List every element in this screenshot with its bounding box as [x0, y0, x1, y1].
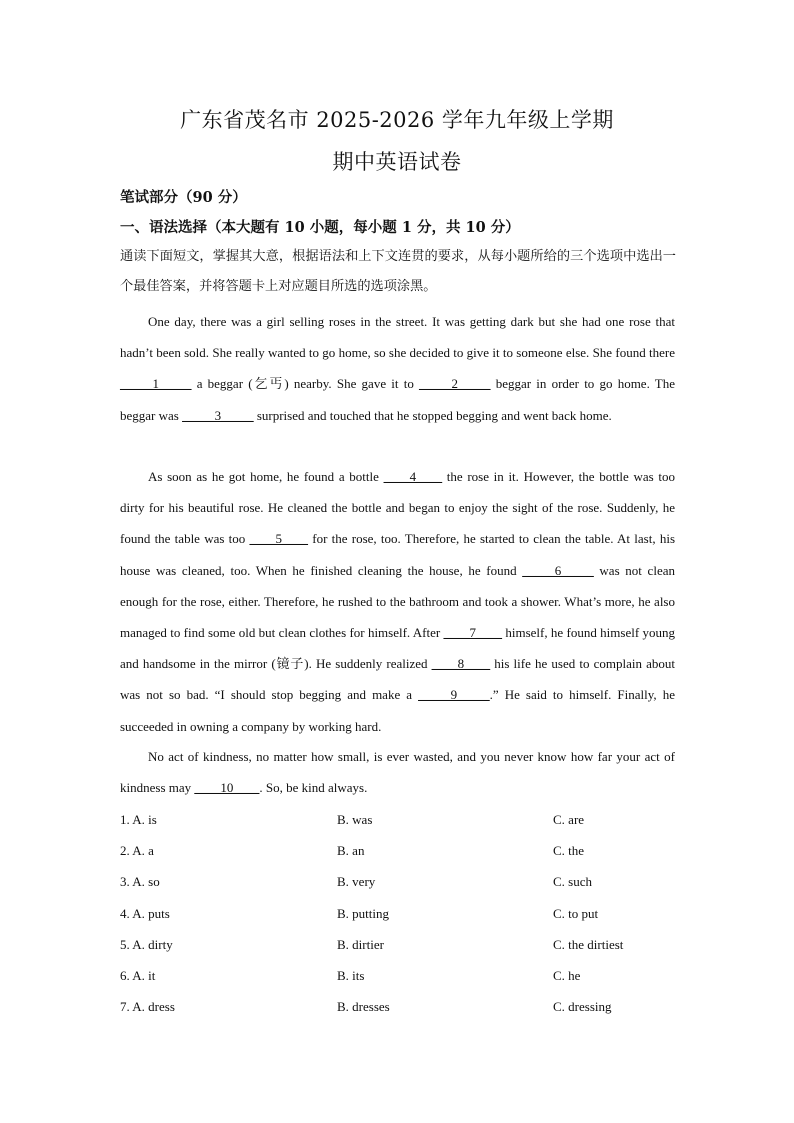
option-a: 1. A. is: [120, 812, 157, 827]
option-c: C. he: [553, 967, 581, 983]
option-b: B. very: [337, 874, 376, 890]
option-c: C. such: [553, 874, 592, 890]
option-row: [120, 960, 680, 991]
section-grammar: 一、语法选择（本大题有 10 小题，每小题 1 分，共 10 分）: [120, 219, 520, 236]
option-b: B. dresses: [337, 999, 390, 1015]
blank-5: ____5____: [249, 531, 308, 547]
page-title: 广东省茂名市 2025-2026 学年九年级上学期: [180, 108, 614, 132]
blank-10: ____10____: [194, 780, 260, 796]
option-row: [120, 835, 680, 866]
option-a: 3. A. so: [120, 874, 160, 890]
text-run: . So, be kind always.: [259, 780, 368, 796]
blank-2: _____2_____: [419, 376, 491, 392]
blank-3: _____3_____: [182, 407, 254, 423]
option-a: 4. A. puts: [120, 905, 170, 921]
option-b: B. dirtier: [337, 936, 384, 952]
blank-9: _____9_____: [418, 687, 490, 703]
blank-1: _____1_____: [120, 376, 192, 392]
option-b: B. putting: [337, 905, 390, 921]
option-row: [120, 866, 680, 897]
passage-paragraph-3: [120, 741, 675, 803]
option-row: [120, 804, 680, 835]
text-run: beggar in order to go home. The beggar was: [120, 376, 675, 423]
text-run: himself, he found himself young and handsome in the mirror (镜子). He suddenly realized: [120, 625, 675, 672]
text-run: the rose in it. However, the bottle was too dirty for his beautiful rose. He cleaned the bottle and began to enjoy the sight of the rose. Suddenly, he found the table was too: [120, 469, 675, 547]
option-b: B. was: [337, 812, 373, 827]
option-a: 7. A. dress: [120, 999, 175, 1015]
text-run: As soon as he got home, he found a bottle: [148, 469, 384, 484]
option-c: C. the dirtiest: [553, 936, 624, 952]
blank-7: ____7____: [443, 625, 503, 641]
blank-6: _____6_____: [522, 562, 594, 578]
text-run: No act of kindness, no matter how small, is ever wasted, and you never know how far your act of kindness may: [120, 749, 675, 796]
option-row: [120, 991, 680, 1022]
text-run: .” He said to himself. Finally, he succeeded in owning a company by working hard.: [120, 687, 675, 734]
blank-4: ____4____: [383, 469, 443, 484]
text-run: was not clean enough for the rose, either. Therefore, he rushed to the bathroom and took a shower. What’s more, he also managed to find some old but clean clothes for himself. After: [120, 562, 675, 641]
passage-paragraph-1: [120, 306, 675, 431]
text-run: One day, there was a girl selling roses in the street. It was getting dark but she had one rose that hadn’t been sold. She really wanted to go home, so she decided to give it to someone else. She found there: [120, 314, 675, 361]
option-b: B. its: [337, 967, 365, 983]
option-row: [120, 898, 680, 929]
page-subtitle: 期中英语试卷: [332, 150, 462, 174]
text-run: his life he used to complain about was not so bad. “I should stop begging and make a: [120, 656, 675, 703]
option-c: C. the: [553, 843, 585, 859]
text-run: for the rose, too. Therefore, he started to clean the table. At last, his house was cleaned, too. When he finished cleaning the house, he found: [120, 531, 675, 578]
text-run: a beggar (乞丐) nearby. She gave it to: [191, 376, 420, 392]
option-b: B. an: [337, 843, 365, 859]
section-written: 笔试部分（90 分）: [120, 189, 247, 206]
text-run: surprised and touched that he stopped begging and went back home.: [253, 407, 612, 423]
option-c: C. dressing: [553, 999, 612, 1015]
option-row: [120, 929, 680, 960]
passage-paragraph-2: [120, 461, 675, 742]
option-a: 6. A. it: [120, 967, 156, 983]
option-c: C. are: [553, 812, 585, 827]
options-list: [120, 804, 680, 1022]
blank-8: ____8____: [431, 656, 491, 672]
option-a: 2. A. a: [120, 843, 154, 859]
option-c: C. to put: [553, 905, 599, 921]
instructions: 通读下面短文，掌握其大意，根据语法和上下文连贯的要求，从每小题所给的三个选项中选出一个最佳答案，并将答题卡上对应题目所选的选项涂黑。: [120, 249, 676, 294]
option-a: 5. A. dirty: [120, 936, 173, 952]
